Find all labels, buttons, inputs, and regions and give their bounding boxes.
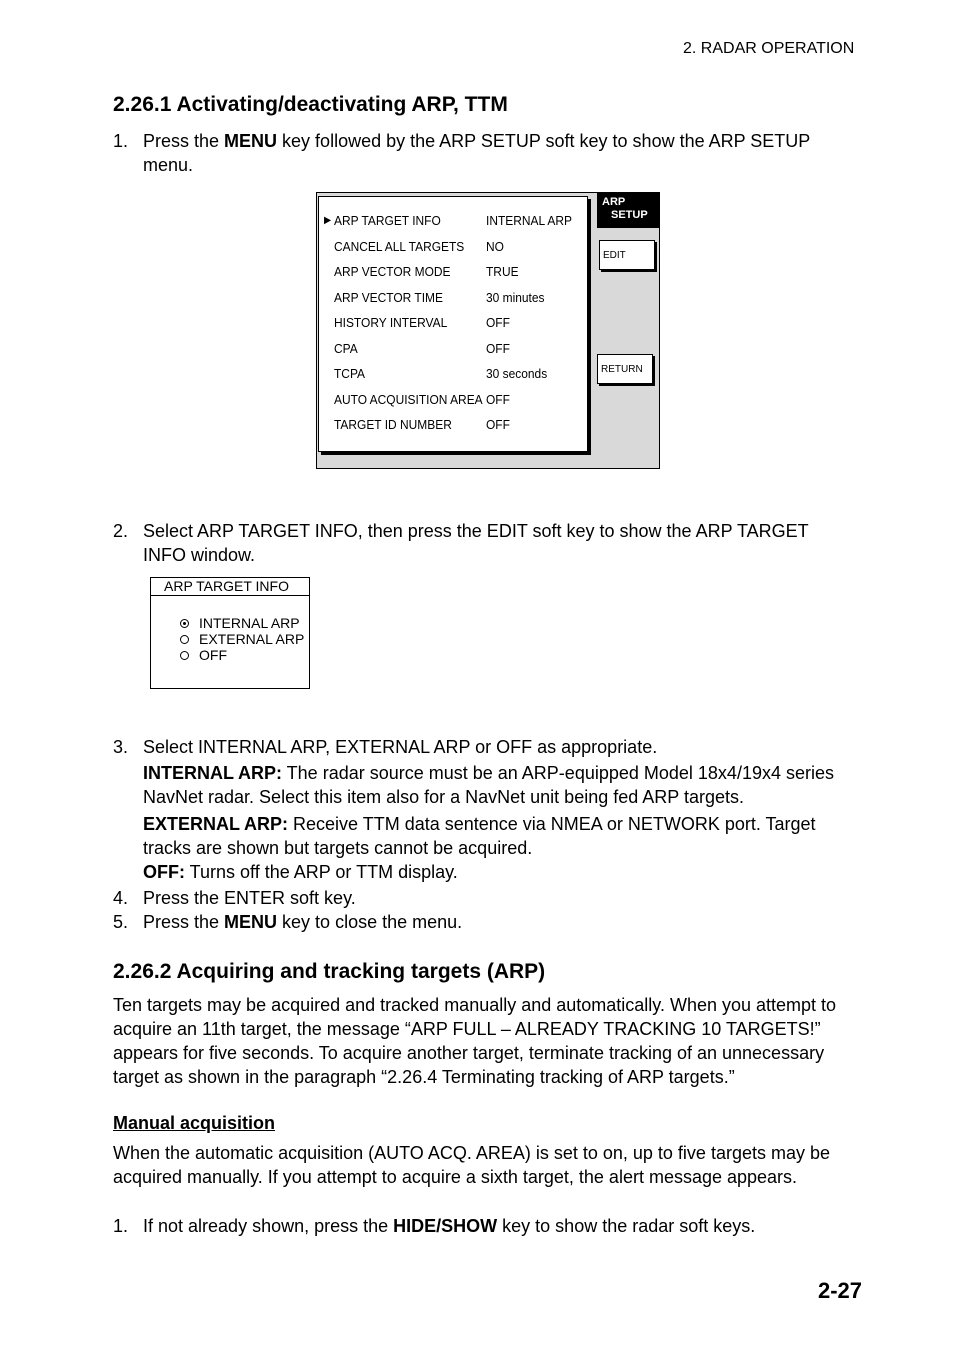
step-4-text: Press the ENTER soft key. [143, 888, 356, 908]
menu-item-label[interactable]: HISTORY INTERVAL [334, 315, 448, 330]
step-5-text: Press the MENU key to close the menu. [143, 912, 463, 932]
intro-paragraph: Ten targets may be acquired and tracked manually and automatically. When you attempt to acquire an 11th target, the message “ARP FULL – ALREADY TRACKING 10 TARGETS!” appears for five seconds. To acquire another target, terminate tracking of an unnecessary target as shown in the paragraph “2.26.4 Terminating tracking of ARP targets.” [113, 995, 837, 1087]
menu-key-name: MENU [224, 131, 278, 151]
menu-item-value: NO [486, 238, 504, 254]
step-number: 1. [113, 1216, 129, 1236]
menu-item-value: 30 seconds [486, 366, 548, 381]
step-number: 1. [113, 131, 129, 151]
menu-cursor-icon: ▶ [324, 215, 332, 226]
internal-arp-description: INTERNAL ARP: The radar source must be an ARP-equipped Model 18x4/19x4 series NavNet radar. Select this item also for a NavNet unit being fed ARP targets. [143, 763, 834, 807]
menu-item-value: OFF [486, 340, 510, 356]
radio-button-icon[interactable] [180, 651, 189, 660]
step-3-text: Select INTERNAL ARP, EXTERNAL ARP or OFF as appropriate. [143, 737, 658, 757]
menu-item-value: OFF [486, 391, 510, 407]
info-option-label[interactable]: EXTERNAL ARP [199, 631, 305, 647]
page-number: 2-27 [817, 1278, 862, 1303]
info-option-label[interactable]: INTERNAL ARP [199, 615, 300, 631]
info-option-label[interactable]: OFF [199, 647, 227, 663]
manual-acquisition-paragraph: When the automatic acquisition (AUTO ACQ. AREA) is set to on, up to five targets may be acquired manually. If you attempt to acquire a sixth target, the alert message appears. [113, 1143, 830, 1187]
softkey-arp-setup-title: ARP SETUP [597, 192, 660, 228]
section-heading-2-26-1: 2.26.1 Activating/deactivating ARP, TTM [113, 93, 508, 116]
menu-item-value: OFF [486, 315, 510, 330]
step-number: 2. [113, 521, 129, 541]
step-number: 3. [113, 737, 129, 757]
menu-item-label[interactable]: CPA [334, 340, 358, 356]
manual-acquisition-heading: Manual acquisition [113, 1113, 276, 1133]
menu-item-label[interactable]: CANCEL ALL TARGETS [334, 238, 465, 254]
radio-button-icon[interactable] [180, 635, 189, 644]
menu-item-label[interactable]: TCPA [334, 366, 366, 381]
menu-item-value: OFF [486, 417, 510, 432]
return-softkey[interactable]: RETURN [597, 354, 653, 384]
external-arp-description: EXTERNAL ARP: Receive TTM data sentence via NMEA or NETWORK port. Target tracks are shown but targets cannot be acquired. OFF: Turns off the ARP or TTM display. [143, 814, 816, 882]
menu-item-label[interactable]: TARGET ID NUMBER [334, 417, 452, 432]
hide-show-step-text: If not already shown, press the HIDE/SHOW key to show the radar soft keys. [143, 1216, 756, 1236]
menu-item-label[interactable]: ARP TARGET INFO [334, 213, 441, 228]
arp-target-info-title: ARP TARGET INFO [150, 577, 310, 596]
menu-item-value: INTERNAL ARP [486, 213, 572, 228]
menu-item-value: 30 minutes [486, 289, 545, 305]
menu-item-label[interactable]: ARP VECTOR MODE [334, 264, 451, 279]
step-1-text: Press the MENU key followed by the ARP SETUP soft key to show the ARP SETUP menu. [143, 131, 811, 175]
menu-item-value: TRUE [486, 264, 519, 279]
step-number: 5. [113, 912, 129, 932]
menu-item-label[interactable]: AUTO ACQUISITION AREA [334, 391, 483, 407]
section-heading-2-26-2: 2.26.2 Acquiring and tracking targets (ARP) [113, 960, 546, 983]
menu-item-label[interactable]: ARP VECTOR TIME [334, 289, 444, 305]
running-header: 2. RADAR OPERATION [683, 40, 855, 57]
step-2-text: Select ARP TARGET INFO, then press the EDIT soft key to show the ARP TARGET INFO window. [143, 521, 809, 565]
edit-softkey[interactable]: EDIT [599, 240, 655, 270]
radio-button-icon[interactable] [180, 619, 189, 628]
step-number: 4. [113, 888, 129, 908]
